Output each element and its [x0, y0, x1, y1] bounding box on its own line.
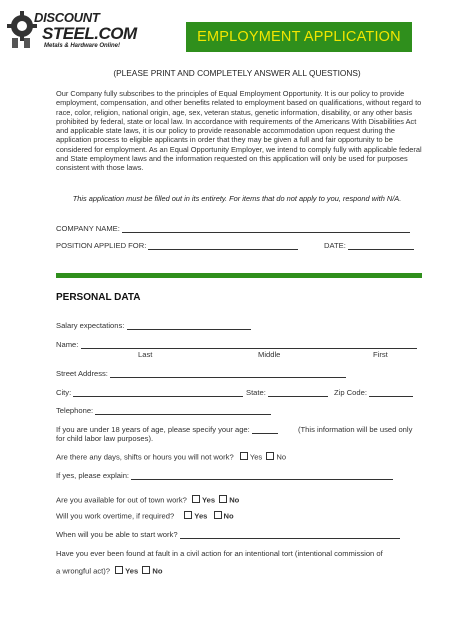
- explain-field[interactable]: [131, 471, 393, 480]
- section-title-personal-data: PERSONAL DATA: [56, 292, 141, 303]
- date-row: [324, 241, 414, 250]
- days-yes-label: Yes: [249, 452, 263, 462]
- street-address-label: Street Address:: [56, 369, 108, 378]
- street-row: [56, 369, 346, 378]
- salary-field[interactable]: [127, 321, 251, 330]
- start-work-field[interactable]: [180, 530, 400, 539]
- out-of-town-no-checkbox[interactable]: [219, 495, 227, 503]
- telephone-field[interactable]: [95, 406, 271, 415]
- state-row: [246, 388, 328, 397]
- tort-no-label: No: [152, 566, 163, 576]
- state-label: State:: [246, 388, 266, 397]
- company-name-label: COMPANY NAME:: [56, 224, 120, 233]
- start-work-question: When will you be able to start work?: [56, 530, 178, 539]
- under-18-label: If you are under 18 years of age, please specify your age:: [56, 425, 250, 434]
- out-of-town-yes-label: Yes: [201, 495, 216, 505]
- logo-text-steel: STEEL.COM: [42, 24, 137, 43]
- city-row: [56, 388, 243, 397]
- position-row: [56, 241, 298, 250]
- date-label: DATE:: [324, 241, 346, 250]
- out-of-town-yes-checkbox[interactable]: [192, 495, 200, 503]
- overtime-yes-checkbox[interactable]: [184, 511, 192, 519]
- days-no-label: No: [276, 452, 287, 462]
- name-row: [56, 340, 417, 349]
- city-label: City:: [56, 388, 72, 397]
- tort-yes-checkbox[interactable]: [115, 566, 123, 574]
- street-address-field[interactable]: [110, 369, 346, 378]
- city-field[interactable]: [73, 388, 243, 397]
- position-applied-field[interactable]: [148, 241, 298, 250]
- instruction-text: (PLEASE PRINT AND COMPLETELY ANSWER ALL QUESTIONS): [113, 68, 361, 78]
- tort-question-line2: a wrongful act)?: [56, 566, 111, 576]
- name-last-label: Last: [138, 350, 153, 359]
- days-no-checkbox[interactable]: [266, 452, 274, 460]
- overtime-no-label: No: [223, 511, 234, 521]
- logo-text-discount: DISCOUNT: [34, 10, 100, 25]
- name-middle-label: Middle: [258, 350, 281, 359]
- tort-row: [56, 566, 163, 576]
- tort-yes-label: Yes: [125, 566, 139, 576]
- tort-no-checkbox[interactable]: [142, 566, 150, 574]
- out-of-town-no-label: No: [229, 495, 240, 505]
- age-field[interactable]: [252, 425, 278, 434]
- out-of-town-question: Are you available for out of town work?: [56, 495, 187, 505]
- name-first-label: First: [373, 350, 388, 359]
- explain-row: [56, 471, 393, 480]
- name-field[interactable]: [81, 340, 417, 349]
- eeo-policy-paragraph: Our Company fully subscribes to the principles of Equal Employment Opportunity. It is our policy to provide employment, compensation, and other benefits related to employment based on qualifications, without regard to race, color, religion, national origin, age, sex, veteran status, genetic information, disability, or any other basis prohibited by federal, state or local law. In accordance with requirements of the Americans With Disabilities Act and applicable state laws, it is our policy to provide reasonable accommodation upon request during the application process to eligible applicants in order that they may be given a full and fair opportunity to be considered for employment. As an Equal Opportunity Employer, we intend to comply fully with applicable federal and State employment laws and the information requested on this application will only be used for purposes consistent with those laws.: [56, 89, 422, 173]
- overtime-no-checkbox[interactable]: [214, 511, 222, 519]
- fill-out-note: This application must be filled out in its entirety. For items that do not apply to you, respond with N/A.: [72, 194, 402, 203]
- zip-code-label: Zip Code:: [334, 388, 367, 397]
- telephone-label: Telephone:: [56, 406, 94, 415]
- days-not-work-row: [56, 452, 286, 462]
- zip-code-field[interactable]: [369, 388, 413, 397]
- days-yes-checkbox[interactable]: [240, 452, 248, 460]
- zip-row: [334, 388, 413, 397]
- salary-label: Salary expectations:: [56, 321, 125, 330]
- state-field[interactable]: [268, 388, 328, 397]
- telephone-row: [56, 406, 271, 415]
- name-label: Name:: [56, 340, 79, 349]
- company-name-field[interactable]: [122, 224, 410, 233]
- tort-question-line1: Have you ever been found at fault in a civil action for an intentional tort (intentional commission of: [56, 549, 383, 558]
- overtime-row: [56, 511, 234, 521]
- days-not-work-question: Are there any days, shifts or hours you will not work?: [56, 452, 234, 462]
- page-title-banner: EMPLOYMENT APPLICATION: [186, 22, 412, 52]
- overtime-question: Will you work overtime, if required?: [56, 511, 175, 521]
- under-18-note-line2: for child labor law purposes).: [56, 434, 154, 443]
- logo-tagline: Metals & Hardware Online!: [44, 43, 121, 49]
- section-divider-bar: [56, 273, 422, 278]
- position-applied-label: POSITION APPLIED FOR:: [56, 241, 147, 250]
- explain-label: If yes, please explain:: [56, 471, 130, 480]
- under-18-note-line1: (This information will be used only: [298, 425, 413, 434]
- discount-steel-logo: [6, 8, 137, 52]
- start-work-row: [56, 530, 400, 539]
- out-of-town-row: [56, 495, 239, 505]
- salary-row: [56, 321, 251, 330]
- overtime-yes-label: Yes: [194, 511, 208, 521]
- date-field[interactable]: [348, 241, 414, 250]
- under-18-row: [56, 425, 278, 434]
- company-name-row: [56, 224, 410, 233]
